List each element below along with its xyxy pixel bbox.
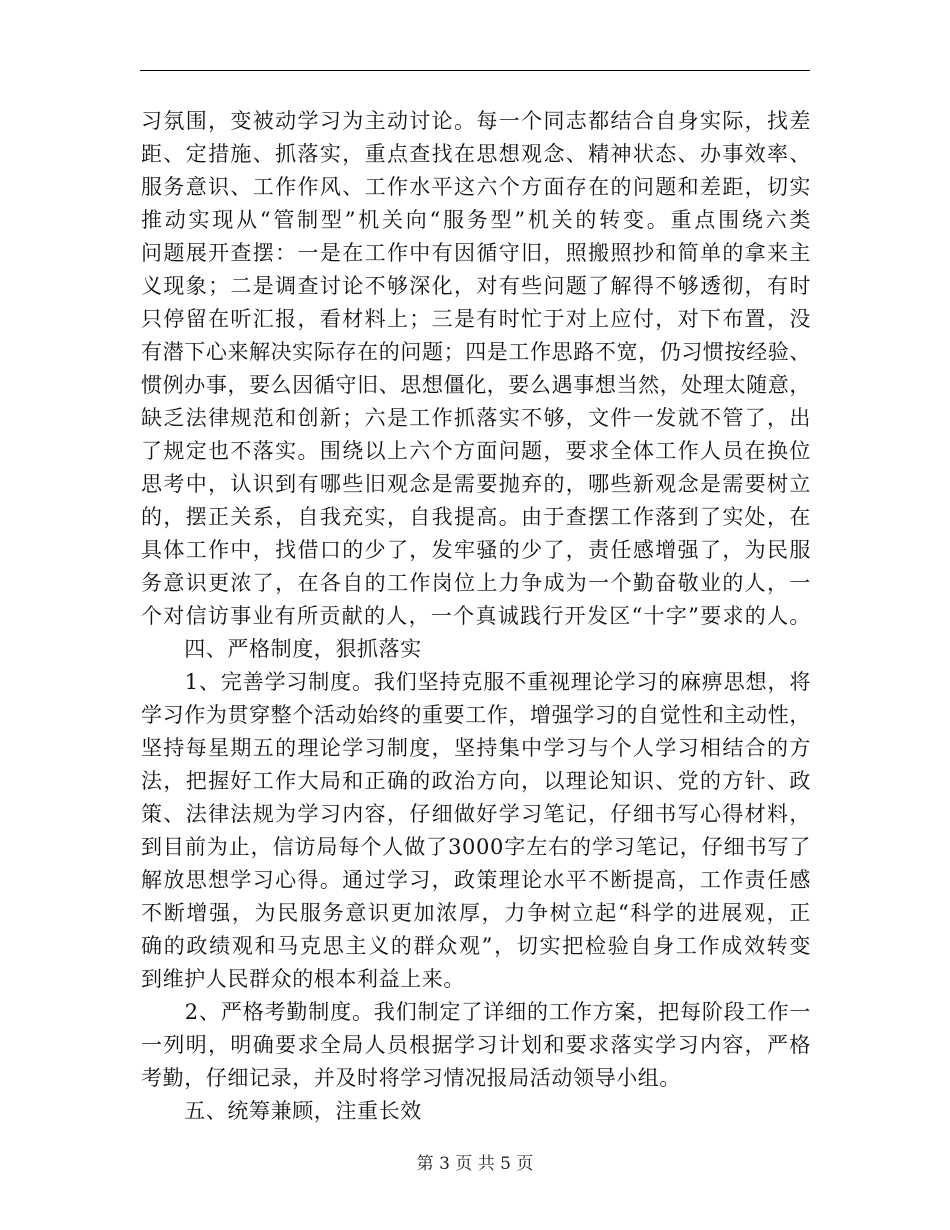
text-line: 解放思想学习心得。通过学习，政策理论水平不断提高，工作责任感 xyxy=(141,868,811,892)
text-line: 的，摆正关系，自我充实，自我提高。由于查摆工作落到了实处，在 xyxy=(141,505,811,529)
text-line: 不断增强，为民服务意识更加浓厚，力争树立起“科学的进展观，正 xyxy=(141,901,811,925)
text-line: 确的政绩观和马克思主义的群众观”，切实把检验自身工作成效转变 xyxy=(141,934,811,958)
section-heading: 四、严格制度，狠抓落实 xyxy=(141,637,422,661)
text-line: 习氛围，变被动学习为主动讨论。每一个同志都结合自身实际，找差 xyxy=(141,109,811,133)
text-line: 务意识更浓了，在各自的工作岗位上力争成为一个勤奋敬业的人，一 xyxy=(141,571,811,595)
text-line: 一列明，明确要求全局人员根据学习计划和要求落实学习内容，严格 xyxy=(141,1033,811,1057)
text-line: 思考中，认识到有哪些旧观念是需要抛弃的，哪些新观念是需要树立 xyxy=(141,472,811,496)
text-line: 推动实现从“管制型”机关向“服务型”机关的转变。重点围绕六类 xyxy=(141,208,811,232)
section-heading: 五、统筹兼顾，注重长效 xyxy=(141,1099,422,1123)
text-line: 法，把握好工作大局和正确的政治方向，以理论知识、党的方针、政 xyxy=(141,769,811,793)
text-line: 具体工作中，找借口的少了，发牢骚的少了，责任感增强了，为民服 xyxy=(141,538,811,562)
text-line: 个对信访事业有所贡献的人，一个真诚践行开发区“十字”要求的人。 xyxy=(141,604,811,628)
text-line: 2、严格考勤制度。我们制定了详细的工作方案，把每阶段工作一 xyxy=(141,1000,811,1024)
text-line: 义现象；二是调查讨论不够深化，对有些问题了解得不够透彻，有时 xyxy=(141,274,811,298)
text-line: 学习作为贯穿整个活动始终的重要工作，增强学习的自觉性和主动性， xyxy=(141,703,811,727)
text-line: 惯例办事，要么因循守旧、思想僵化，要么遇事想当然，处理太随意， xyxy=(141,373,811,397)
text-line: 服务意识、工作作风、工作水平这六个方面存在的问题和差距，切实 xyxy=(141,175,811,199)
text-line: 只停留在听汇报，看材料上；三是有时忙于对上应付，对下布置，没 xyxy=(141,307,811,331)
text-line: 到目前为止，信访局每个人做了3000字左右的学习笔记，仔细书写了 xyxy=(141,835,811,859)
text-line: 坚持每星期五的理论学习制度，坚持集中学习与个人学习相结合的方 xyxy=(141,736,811,760)
text-line: 问题展开查摆：一是在工作中有因循守旧，照搬照抄和简单的拿来主 xyxy=(141,241,811,265)
text-line: 到维护人民群众的根本利益上来。 xyxy=(141,967,465,991)
text-line: 有潜下心来解决实际存在的问题；四是工作思路不宽，仍习惯按经验、 xyxy=(141,340,811,364)
text-line: 了规定也不落实。围绕以上六个方面问题，要求全体工作人员在换位 xyxy=(141,439,811,463)
header-rule xyxy=(140,70,810,71)
text-line: 缺乏法律规范和创新；六是工作抓落实不够，文件一发就不管了，出 xyxy=(141,406,811,430)
text-line: 考勤，仔细记录，并及时将学习情况报局活动领导小组。 xyxy=(141,1066,681,1090)
page-footer: 第 3 页 共 5 页 xyxy=(416,1154,534,1174)
text-line: 策、法律法规为学习内容，仔细做好学习笔记，仔细书写心得材料， xyxy=(141,802,811,826)
text-line: 1、完善学习制度。我们坚持克服不重视理论学习的麻痹思想，将 xyxy=(141,670,811,694)
text-line: 距、定措施、抓落实，重点查找在思想观念、精神状态、办事效率、 xyxy=(141,142,811,166)
